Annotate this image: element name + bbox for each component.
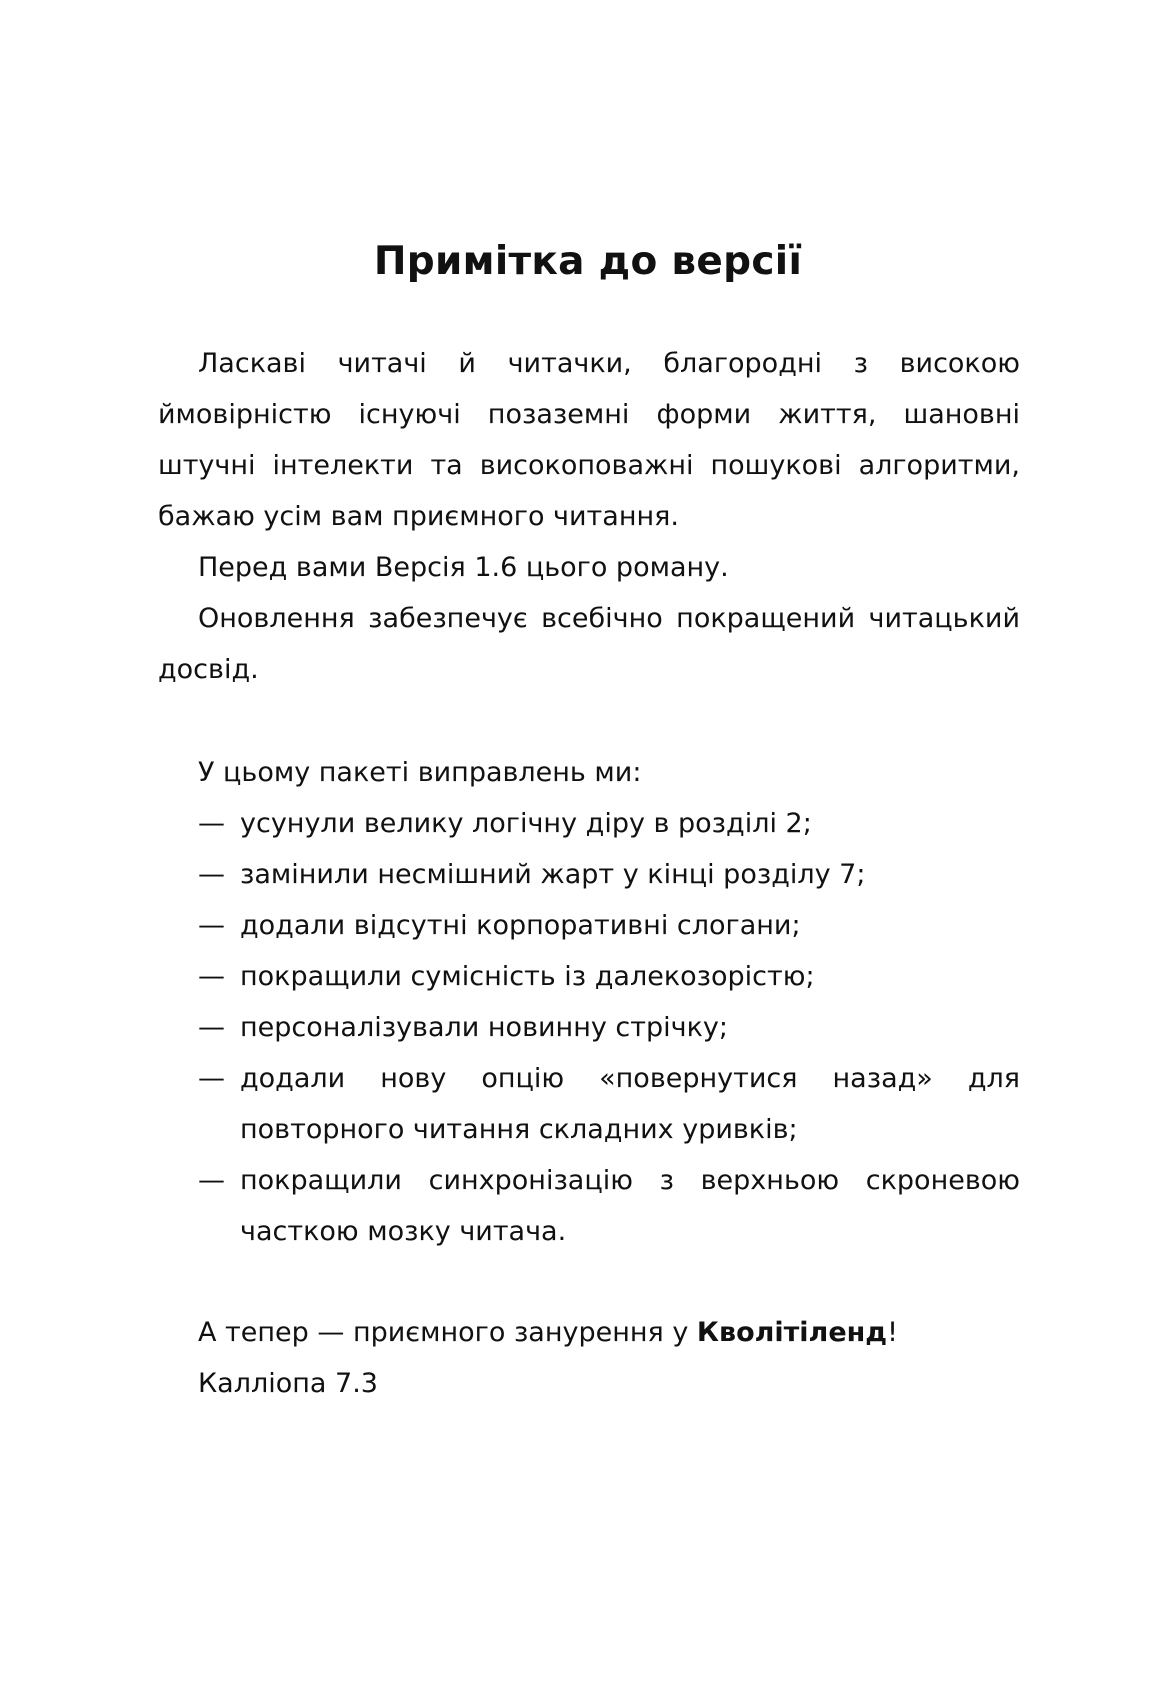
list-item bbox=[158, 951, 1020, 1002]
list-item-text: покращили сумісність із далекозорістю; bbox=[240, 961, 815, 992]
list-dash: — bbox=[198, 910, 225, 941]
list-item-text: усунули велику логічну діру в розділі 2; bbox=[240, 808, 812, 839]
list-item-text: замінили несмішний жарт у кінці розділу 7; bbox=[240, 859, 866, 890]
fixes-lead: У цьому пакеті виправлень ми: bbox=[198, 757, 642, 788]
list-item bbox=[158, 900, 1020, 951]
signature: Калліопа 7.3 bbox=[198, 1368, 378, 1399]
list-item bbox=[158, 849, 1020, 900]
list-item bbox=[158, 1053, 1020, 1155]
list-dash: — bbox=[198, 961, 225, 992]
page-title: Примітка до версії bbox=[373, 239, 803, 284]
closing-line bbox=[158, 1307, 1020, 1358]
place-name: Кволітіленд bbox=[696, 1317, 888, 1348]
intro-paragraph: Ласкаві читачі й читачки, благородні з високою ймовірністю існуючі позаземні форми життя, шановні штучні інтелекти та високоповажні пошукові алгоритми, бажаю усім вам приємного читання. bbox=[158, 348, 1020, 532]
list-item-text: покращили синхронізацію з верхньою скроневою часткою мозку читача. bbox=[240, 1165, 1020, 1247]
list-item-text: персоналізували новинну стрічку; bbox=[240, 1012, 728, 1043]
list-item bbox=[158, 1002, 1020, 1053]
list-dash: — bbox=[198, 1165, 225, 1196]
list-item bbox=[158, 1155, 1020, 1257]
list-dash: — bbox=[198, 808, 225, 839]
fixes-list bbox=[158, 798, 1020, 1257]
closing-section bbox=[158, 1307, 1020, 1409]
intro-paragraph: Перед вами Версія 1.6 цього роману. bbox=[198, 552, 729, 583]
list-dash: — bbox=[198, 1063, 225, 1094]
fixes-section bbox=[158, 747, 1020, 1257]
list-item bbox=[158, 798, 1020, 849]
intro-section bbox=[158, 338, 1020, 695]
list-item-text: додали нову опцію «повернутися назад» для повторного читання складних уривків; bbox=[240, 1063, 1020, 1145]
closing-exclamation: ! bbox=[887, 1317, 898, 1348]
intro-paragraph: Оновлення забезпечує всебічно покращений читацький досвід. bbox=[158, 603, 1020, 685]
list-dash: — bbox=[198, 859, 225, 890]
closing-text: А тепер — приємного занурення у bbox=[198, 1317, 697, 1348]
list-dash: — bbox=[198, 1012, 225, 1043]
list-item-text: додали відсутні корпоративні слогани; bbox=[240, 910, 801, 941]
